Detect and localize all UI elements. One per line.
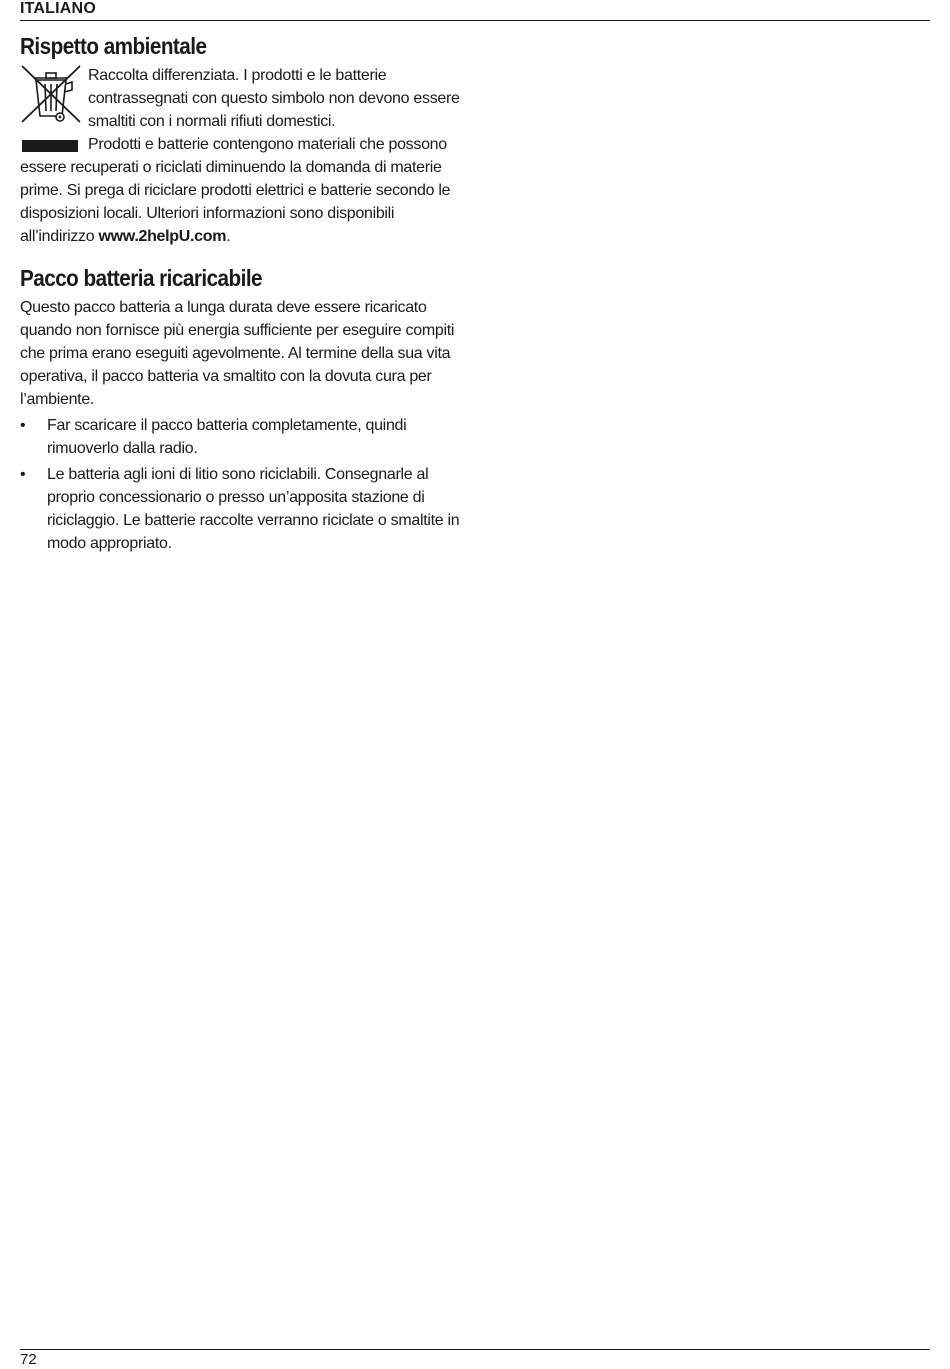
page-number: 72 [20,1351,37,1368]
section-environment [20,28,460,248]
list-item [20,463,460,555]
header-rule [20,20,930,21]
crossed-out-bin-icon [20,64,82,124]
section-battery [20,260,460,555]
bullet-text: Le batteria agli ioni di litio sono riciclabili. Consegnarle al proprio concessionario o presso un’apposita stazione di riciclaggio. Le batterie raccolte verranno riciclate o smaltite in modo appropriato. [47,466,460,552]
page-content [20,28,460,558]
helpu-link[interactable]: www.2helpU.com [98,228,227,245]
disposal-symbols [20,64,88,156]
environment-para-2-text: Prodotti e batterie contengono materiali che possono essere recuperati o riciclati diminuendo la domanda di materie prime. Si prega di riciclare prodotti elettrici e batterie secondo le disposizioni locali. Ulteriori informazioni sono disponibili all’indirizzo [20,136,451,245]
battery-bar-symbol [22,140,78,152]
bullet-glyph: • [20,417,26,434]
section-title-environment: Rispetto ambientale [20,33,207,59]
header-language: ITALIANO [20,0,96,17]
battery-bullet-list [20,414,460,555]
environment-body [20,64,460,248]
list-item [20,414,460,460]
footer-rule [20,1349,930,1350]
section-title-battery: Pacco batteria ricaricabile [20,265,263,291]
environment-para-2-end: . [226,228,231,245]
bullet-text: Far scaricare il pacco batteria completamente, quindi rimuoverlo dalla radio. [47,417,407,457]
battery-intro: Questo pacco batteria a lunga durata deve essere ricaricato quando non fornisce più energia sufficiente per eseguire compiti che prima erano eseguiti agevolmente. Al termine della sua vita operativa, il pacco batteria va smaltito con la dovuta cura per l’ambiente. [20,299,455,408]
bullet-glyph: • [20,466,26,483]
environment-para-1: Raccolta differenziata. I prodotti e le batterie contrassegnati con questo simbolo non devono essere smaltiti con i normali rifiuti domestici. [88,67,460,130]
